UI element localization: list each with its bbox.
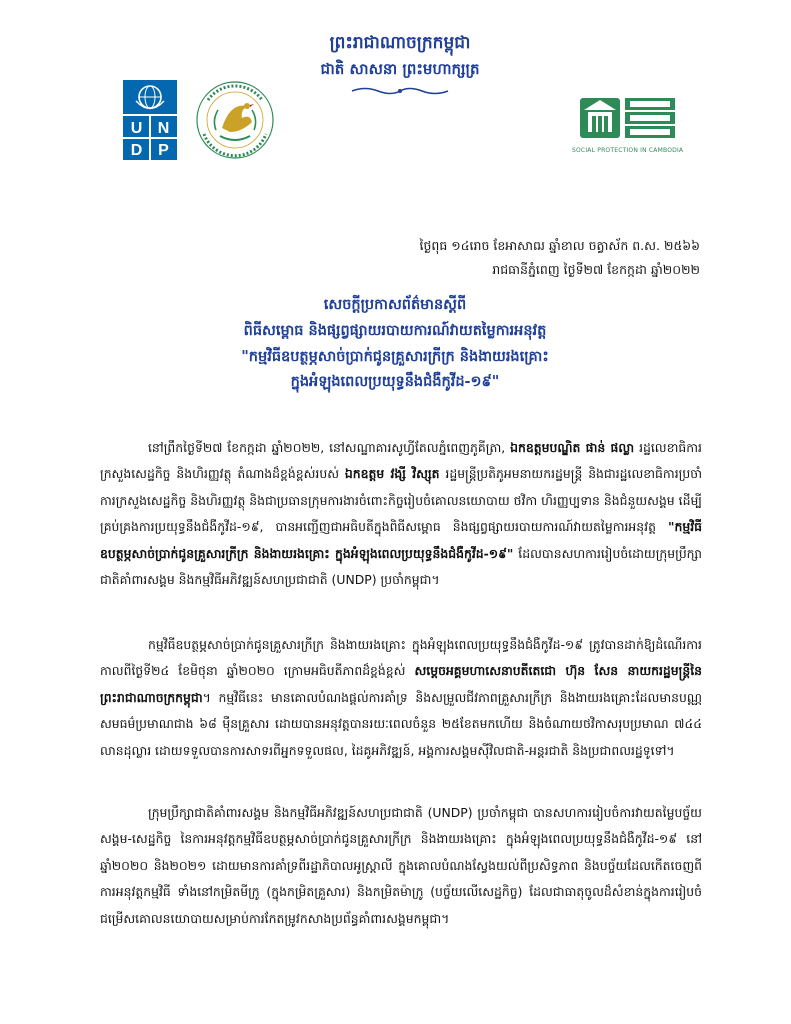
undp-logo-icon (123, 80, 177, 160)
solar-date: រាជធានីភ្នំពេញ ថ្ងៃទី២៧ ខែកក្កដា ឆ្នាំ២០២២ (492, 262, 700, 277)
svg-text:U: U (130, 120, 143, 137)
paragraph-1-run: ឯកឧត្តមបណ្ឌិត ផាន់ ផល្លា (510, 440, 635, 455)
body-paragraph-3 (100, 800, 702, 932)
press-release-title-line-4: ក្នុងអំឡុងពេលប្រយុទ្ធនឹងជំងឺកូវីដ-១៩" (290, 373, 500, 390)
paragraph-3-run: ក្រុមប្រឹក្សាជាតិគាំពារសង្គម និងកម្មវិធីអភិវឌ្ឍន៍សហប្រជាជាតិ (UNDP) ប្រចាំកម្ពុជា បានសហការរៀបចំការវាយតម្លៃបច្ច័យសង្គម-សេដ្ឋកិច្ច នៃការអនុវត្តកម្មវិធីឧបត្ថម្ភសាច់ប្រាក់ជូនគ្រួសារក្រីក្រ និងងាយរងគ្រោះ ក្នុងអំឡុងពេលប្រយុទ្ធនឹងជំងឺកូវីដ-១៩ នៅឆ្នាំ២០២០ និង២០២១ ដោយមានការគាំទ្រពីរដ្ឋាភិបាលអូស្ត្រាលី ក្នុងគោលបំណងស្វែងយល់ពីប្រសិទ្ធភាព និងបច្ច័យដែលកើតចេញពីការអនុវត្តកម្មវិធី ទាំងនៅកម្រិតមីក្រូ (ក្នុងកម្រិតគ្រួសារ) និងកម្រិតម៉ាក្រូ (បច្ច័យលើសេដ្ឋកិច្ច) ដែលជាធាតុចូលដ៏សំខាន់ក្នុងការរៀបចំជម្រើសគោលនយោបាយសម្រាប់ការកែតម្រូវកសាងប្រព័ន្ធគាំពារសង្គមកម្ពុជា។ (100, 805, 702, 926)
ornament-divider-icon (350, 86, 450, 96)
lunar-date: ថ្ងៃពុធ ១៤រោច ខែអាសាឍ ឆ្នាំខាល ចត្វាស័ក ព.ស. ២៥៦៦ (419, 238, 700, 253)
ministry-of-economy-and-finance-logo-icon (190, 80, 280, 160)
body-paragraph-1 (100, 435, 702, 593)
svg-text:D: D (130, 142, 143, 159)
svg-text:N: N (157, 120, 170, 137)
paragraph-1-run: រដ្ឋមន្ត្រីប្រតិភូអមនាយករដ្ឋមន្ត្រី និងជារដ្ឋលេខាធិការប្រចាំការក្រសួងសេដ្ឋកិច្ច និងហិរញ្ញវត្ថុ និងជាប្រធានក្រុមការងារចំពោះកិច្ចរៀបចំគោលនយោបាយ ថវិកា ហិរញ្ញប្បទាន និងជំនួយសង្គម ដើម្បីគ្រប់គ្រងការប្រយុទ្ធនឹងជំងឺកូវីដ-១៩, បានអញ្ជើញជាអធិបតីក្នុងពិធីសម្ពោធ និងផ្សព្វផ្សាយរបាយការណ៍វាយតម្លៃការអនុវត្ត (100, 466, 702, 535)
paragraph-2-run: ។ កម្មវិធីនេះ មានគោលបំណងផ្តល់ការគាំទ្រ និងសម្រួលជីវភាពគ្រួសារក្រីក្រ និងងាយរងគ្រោះដែលមានបណ្ណសមធម៌ប្រមាណជាង ៦៨ ម៉ឺនគ្រួសារ ដោយបានអនុវត្តបានរយៈពេលចំនួន ២៥ខែតមកហើយ និងចំណាយថវិកាសរុបប្រមាណ ៧៤៤ លានដុល្លារ ដោយទទួលបានការសាទរពីអ្នកទទួលផល, ដៃគូអភិវឌ្ឍន៍, អង្គការសង្គមស៊ីវិលជាតិ-អន្តរជាតិ និងប្រជាពលរដ្ឋទូទៅ។ (100, 689, 702, 758)
body-paragraph-2 (100, 632, 702, 764)
paragraph-1-run: រដ្ឋលេខាធិការក្រសួងសេដ្ឋកិច្ច និងហិរញ្ញវត្ថុ តំណាងដ៏ខ្ពង់ខ្ពស់របស់ (100, 440, 702, 482)
paragraph-1-run: នៅព្រឹកថ្ងៃទី២៧ ខែកក្កដា ឆ្នាំ២០២២, នៅសណ្ឋាគារសូហ្វីតែលភ្នំពេញភូគីត្រា, (148, 440, 511, 455)
national-motto: ជាតិ សាសនា ព្រះមហាក្សត្រ (320, 60, 480, 78)
paragraph-1-run: ដែលបានសហការរៀបចំដោយក្រុមប្រឹក្សាជាតិគាំពារសង្គម និងកម្មវិធីអភិវឌ្ឍន៍សហប្រជាជាតិ (UNDP) ប្រចាំកម្ពុជា។ (100, 545, 702, 588)
paragraph-1-run: ឯកឧត្តម វង្សី វិស្សុត (344, 466, 440, 482)
press-release-title-line-1: សេចក្តីប្រកាសព័ត៌មានស្តីពី (323, 296, 467, 313)
paragraph-1-run: "កម្មវិធីឧបត្ថម្ភសាច់ប្រាក់ជូនគ្រួសារក្រីក្រ និងងាយរងគ្រោះ ក្នុងអំឡុងពេលប្រយុទ្ធនឹងជំងឺកូវីដ-១៩" (100, 519, 702, 561)
social-protection-caption: SOCIAL PROTECTION IN CAMBODIA (572, 147, 684, 154)
svg-text:P: P (158, 142, 169, 159)
press-release-title-line-3: "កម្មវិធីឧបត្ថម្ភសាច់ប្រាក់ជូនគ្រួសារក្រីក្រ និងងាយរងគ្រោះ (241, 348, 549, 365)
paragraph-2-run: កម្មវិធីឧបត្ថម្ភសាច់ប្រាក់ជូនគ្រួសារក្រីក្រ និងងាយរងគ្រោះ ក្នុងអំឡុងពេលប្រយុទ្ធនឹងជំងឺកូវីដ-១៩ ត្រូវបានដាក់ឱ្យដំណើរការកាលពីថ្ងៃទី២៤ ខែមិថុនា ឆ្នាំ២០២០ ក្រោមអធិបតីភាពដ៏ខ្ពង់ខ្ពស់ (100, 637, 702, 679)
kingdom-heading: ព្រះរាជាណាចក្រកម្ពុជា (329, 33, 471, 53)
paragraph-2-run: សម្តេចអគ្គមហាសេនាបតីតេជោ ហ៊ុន សែន នាយករដ្ឋមន្ត្រីនៃព្រះរាជាណាចក្រកម្ពុជា (100, 663, 703, 705)
press-release-title-line-2: ពិធីសម្ពោធ និងផ្សព្វផ្សាយរបាយការណ៍វាយតម្លៃការអនុវត្ត (243, 322, 547, 339)
